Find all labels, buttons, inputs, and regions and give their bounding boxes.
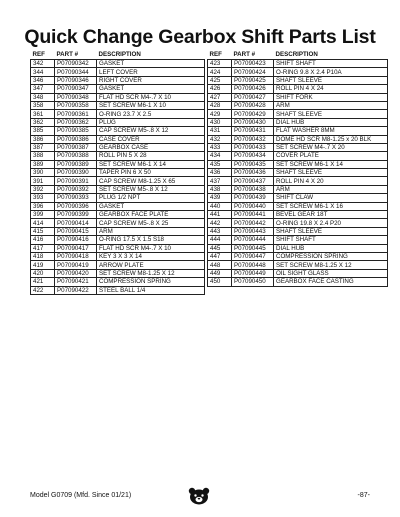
table-row (31, 118, 205, 126)
cell-part-number: P07090431 (232, 127, 274, 135)
cell-part-number: P07090386 (55, 135, 97, 143)
cell-ref: 419 (31, 261, 55, 269)
cell-ref: 445 (208, 244, 232, 252)
table-row (208, 211, 388, 219)
cell-part-number: P07090362 (55, 118, 97, 126)
parts-table-right (207, 50, 388, 287)
cell-ref: 358 (31, 101, 55, 109)
cell-part-number: P07090396 (55, 202, 97, 210)
cell-ref: 399 (31, 211, 55, 219)
cell-description: SHAFT SLEEVE (274, 169, 388, 177)
table-row (31, 244, 205, 252)
cell-description: DOME HD SCR M8-1.25 x 20 BLK (274, 135, 388, 143)
cell-ref: 418 (31, 252, 55, 260)
cell-description: O-RING 19.8 X 2.4 P20 (274, 219, 388, 227)
table-row (31, 160, 205, 168)
cell-part-number: P07090450 (232, 278, 274, 286)
cell-ref: 448 (208, 261, 232, 269)
table-row (208, 135, 388, 143)
table-row (208, 85, 388, 93)
cell-ref: 432 (208, 135, 232, 143)
cell-description: ROLL PIN 4 X 24 (274, 85, 388, 93)
table-row (31, 261, 205, 269)
cell-description: COVER PLATE (274, 152, 388, 160)
cell-part-number: P07090434 (232, 152, 274, 160)
cell-description: ARROW PLATE (97, 261, 205, 269)
cell-part-number: P07090399 (55, 211, 97, 219)
table-row (31, 93, 205, 101)
cell-ref: 342 (31, 60, 55, 68)
table-header-row (208, 50, 388, 60)
table-row (31, 76, 205, 84)
cell-part-number: P07090438 (232, 185, 274, 193)
table-row (208, 118, 388, 126)
table-row (31, 135, 205, 143)
cell-ref: 436 (208, 169, 232, 177)
cell-description: SHIFT FORK (274, 93, 388, 101)
cell-ref: 443 (208, 227, 232, 235)
cell-ref: 439 (208, 194, 232, 202)
cell-ref: 430 (208, 118, 232, 126)
cell-part-number: P07090445 (232, 244, 274, 252)
cell-ref: 417 (31, 244, 55, 252)
cell-description: STEEL BALL 1/4 (97, 286, 205, 294)
cell-ref: 449 (208, 269, 232, 277)
cell-part-number: P07090390 (55, 169, 97, 177)
cell-part-number: P07090444 (232, 236, 274, 244)
cell-part-number: P07090387 (55, 143, 97, 151)
table-row (208, 93, 388, 101)
cell-part-number: P07090448 (232, 261, 274, 269)
table-row (31, 211, 205, 219)
cell-ref: 437 (208, 177, 232, 185)
cell-ref: 392 (31, 185, 55, 193)
cell-description: OIL SIGHT GLASS (274, 269, 388, 277)
table-row (31, 236, 205, 244)
cell-ref: 431 (208, 127, 232, 135)
header-description: DESCRIPTION (98, 50, 141, 58)
cell-ref: 387 (31, 143, 55, 151)
cell-part-number: P07090437 (232, 177, 274, 185)
cell-part-number: P07090415 (55, 227, 97, 235)
table-row (31, 219, 205, 227)
cell-part-number: P07090342 (55, 60, 97, 68)
cell-description: CASE COVER (97, 135, 205, 143)
table-row (31, 185, 205, 193)
cell-description: GEARBOX FACE PLATE (97, 211, 205, 219)
table-row (208, 227, 388, 235)
cell-ref: 428 (208, 101, 232, 109)
table-row (31, 278, 205, 286)
cell-ref: 438 (208, 185, 232, 193)
table-row (208, 261, 388, 269)
cell-part-number: P07090432 (232, 135, 274, 143)
cell-description: SHAFT SLEEVE (274, 227, 388, 235)
cell-ref: 420 (31, 269, 55, 277)
cell-part-number: P07090449 (232, 269, 274, 277)
cell-part-number: P07090430 (232, 118, 274, 126)
cell-part-number: P07090348 (55, 93, 97, 101)
cell-ref: 393 (31, 194, 55, 202)
cell-part-number: P07090443 (232, 227, 274, 235)
table-row (208, 269, 388, 277)
cell-description: O-RING 17.5 X 1.5 S18 (97, 236, 205, 244)
cell-description: SHIFT SHAFT (274, 60, 388, 68)
header-part: PART # (56, 50, 79, 58)
cell-description: ROLL PIN 5 X 28 (97, 152, 205, 160)
cell-description: GASKET (97, 85, 205, 93)
cell-part-number: P07090428 (232, 101, 274, 109)
cell-description: DIAL HUB (274, 244, 388, 252)
page-number: -87- (357, 492, 370, 499)
table-row (208, 185, 388, 193)
cell-ref: 441 (208, 211, 232, 219)
cell-description: SHIFT SHAFT (274, 236, 388, 244)
cell-part-number: P07090433 (232, 143, 274, 151)
table-row (208, 76, 388, 84)
table-row (208, 68, 388, 76)
cell-ref: 347 (31, 85, 55, 93)
cell-ref: 435 (208, 160, 232, 168)
cell-description: PLUG (97, 118, 205, 126)
table-row (208, 110, 388, 118)
cell-part-number: P07090420 (55, 269, 97, 277)
cell-part-number: P07090441 (232, 211, 274, 219)
table-row (208, 202, 388, 210)
table-row (208, 177, 388, 185)
cell-ref: 444 (208, 236, 232, 244)
table-row (31, 194, 205, 202)
table-row (208, 127, 388, 135)
cell-description: FLAT HD SCR M4-.7 X 10 (97, 244, 205, 252)
cell-ref: 391 (31, 177, 55, 185)
cell-ref: 386 (31, 135, 55, 143)
cell-part-number: P07090435 (232, 160, 274, 168)
cell-description: GEARBOX FACE CASTING (274, 278, 388, 286)
cell-part-number: P07090439 (232, 194, 274, 202)
cell-ref: 434 (208, 152, 232, 160)
cell-part-number: P07090423 (232, 60, 274, 68)
cell-description: SET SCREW M5-.8 X 12 (97, 185, 205, 193)
cell-part-number: P07090389 (55, 160, 97, 168)
table-row (31, 85, 205, 93)
cell-ref: 390 (31, 169, 55, 177)
cell-ref: 396 (31, 202, 55, 210)
cell-description: GASKET (97, 60, 205, 68)
cell-part-number: P07090421 (55, 278, 97, 286)
table-row (31, 68, 205, 76)
cell-description: DIAL HUB (274, 118, 388, 126)
cell-description: KEY 3 X 3 X 14 (97, 252, 205, 260)
cell-description: ARM (274, 185, 388, 193)
model-footer: Model G0709 (Mfd. Since 01/21) (30, 492, 132, 499)
cell-ref: 385 (31, 127, 55, 135)
cell-description: PLUG 1/2 NPT (97, 194, 205, 202)
cell-part-number: P07090419 (55, 261, 97, 269)
table-row (31, 252, 205, 260)
cell-part-number: P07090388 (55, 152, 97, 160)
cell-description: SET SCREW M6-1 X 10 (97, 101, 205, 109)
cell-description: GASKET (97, 202, 205, 210)
table-row (31, 110, 205, 118)
table-row (208, 194, 388, 202)
cell-ref: 426 (208, 85, 232, 93)
cell-ref: 447 (208, 252, 232, 260)
cell-ref: 344 (31, 68, 55, 76)
cell-description: SET SCREW M6-1 X 14 (97, 160, 205, 168)
table-row (31, 286, 205, 294)
cell-ref: 348 (31, 93, 55, 101)
table-header-row (31, 50, 205, 60)
cell-part-number: P07090440 (232, 202, 274, 210)
cell-part-number: P07090391 (55, 177, 97, 185)
table-row (208, 101, 388, 109)
cell-part-number: P07090344 (55, 68, 97, 76)
cell-description: SHIFT CLAW (274, 194, 388, 202)
header-ref: REF (209, 50, 222, 58)
table-row (208, 252, 388, 260)
cell-part-number: P07090422 (55, 286, 97, 294)
cell-part-number: P07090429 (232, 110, 274, 118)
cell-ref: 362 (31, 118, 55, 126)
cell-description: FLAT HD SCR M4-.7 X 10 (97, 93, 205, 101)
header-part: PART # (233, 50, 256, 58)
cell-part-number: P07090418 (55, 252, 97, 260)
cell-ref: 423 (208, 60, 232, 68)
cell-part-number: P07090358 (55, 101, 97, 109)
cell-description: SET SCREW M8-1.25 X 12 (274, 261, 388, 269)
page-title: Quick Change Gearbox Shift Parts List (24, 26, 376, 48)
cell-ref: 440 (208, 202, 232, 210)
cell-part-number: P07090442 (232, 219, 274, 227)
cell-ref: 424 (208, 68, 232, 76)
cell-description: ARM (274, 101, 388, 109)
cell-description: ARM (97, 227, 205, 235)
cell-part-number: P07090426 (232, 85, 274, 93)
table-row (31, 169, 205, 177)
cell-description: COMPRESSION SPRING (274, 252, 388, 260)
cell-part-number: P07090447 (232, 252, 274, 260)
cell-description: SHAFT SLEEVE (274, 110, 388, 118)
table-row (208, 219, 388, 227)
cell-part-number: P07090392 (55, 185, 97, 193)
cell-description: CAP SCREW M8-1.25 X 65 (97, 177, 205, 185)
cell-part-number: P07090436 (232, 169, 274, 177)
table-row (31, 177, 205, 185)
table-row (208, 244, 388, 252)
table-row (31, 227, 205, 235)
cell-description: CAP SCREW M5-.8 X 25 (97, 219, 205, 227)
cell-part-number: P07090414 (55, 219, 97, 227)
cell-ref: 389 (31, 160, 55, 168)
cell-ref: 346 (31, 76, 55, 84)
bear-head-logo-icon (188, 487, 210, 505)
cell-description: SET SCREW M4-.7 X 20 (274, 143, 388, 151)
cell-ref: 415 (31, 227, 55, 235)
cell-description: SET SCREW M6-1 X 14 (274, 160, 388, 168)
cell-ref: 421 (31, 278, 55, 286)
cell-description: ROLL PIN 4 X 20 (274, 177, 388, 185)
cell-part-number: P07090385 (55, 127, 97, 135)
cell-ref: 416 (31, 236, 55, 244)
table-row (208, 152, 388, 160)
header-ref: REF (32, 50, 45, 58)
cell-description: BEVEL GEAR 18T (274, 211, 388, 219)
cell-ref: 414 (31, 219, 55, 227)
cell-part-number: P07090424 (232, 68, 274, 76)
cell-part-number: P07090346 (55, 76, 97, 84)
table-row (208, 143, 388, 151)
table-row (208, 169, 388, 177)
cell-description: CAP SCREW M5-.8 X 12 (97, 127, 205, 135)
cell-description: SHAFT SLEEVE (274, 76, 388, 84)
table-row (208, 236, 388, 244)
table-row (31, 202, 205, 210)
table-row (31, 152, 205, 160)
cell-part-number: P07090347 (55, 85, 97, 93)
cell-part-number: P07090361 (55, 110, 97, 118)
cell-description: TAPER PIN 6 X 50 (97, 169, 205, 177)
table-row (31, 101, 205, 109)
cell-description: COMPRESSION SPRING (97, 278, 205, 286)
cell-ref: 442 (208, 219, 232, 227)
table-row (31, 143, 205, 151)
cell-ref: 361 (31, 110, 55, 118)
cell-description: GEARBOX CASE (97, 143, 205, 151)
table-row (208, 60, 388, 68)
cell-part-number: P07090416 (55, 236, 97, 244)
cell-ref: 425 (208, 76, 232, 84)
cell-description: RIGHT COVER (97, 76, 205, 84)
cell-ref: 450 (208, 278, 232, 286)
cell-description: LEFT COVER (97, 68, 205, 76)
cell-description: FLAT WASHER 8MM (274, 127, 388, 135)
cell-part-number: P07090393 (55, 194, 97, 202)
cell-ref: 433 (208, 143, 232, 151)
table-row (31, 127, 205, 135)
table-row (31, 60, 205, 68)
cell-ref: 429 (208, 110, 232, 118)
cell-description: O-RING 23.7 X 2.5 (97, 110, 205, 118)
header-description: DESCRIPTION (275, 50, 318, 58)
cell-description: SET SCREW M6-1 X 16 (274, 202, 388, 210)
cell-ref: 427 (208, 93, 232, 101)
cell-ref: 422 (31, 286, 55, 294)
table-row (208, 160, 388, 168)
cell-ref: 388 (31, 152, 55, 160)
table-row (208, 278, 388, 286)
cell-part-number: P07090425 (232, 76, 274, 84)
cell-description: SET SCREW M8-1.25 X 12 (97, 269, 205, 277)
cell-part-number: P07090417 (55, 244, 97, 252)
cell-part-number: P07090427 (232, 93, 274, 101)
parts-table-left (30, 50, 205, 295)
cell-description: O-RING 9.8 X 2.4 P10A (274, 68, 388, 76)
table-row (31, 269, 205, 277)
